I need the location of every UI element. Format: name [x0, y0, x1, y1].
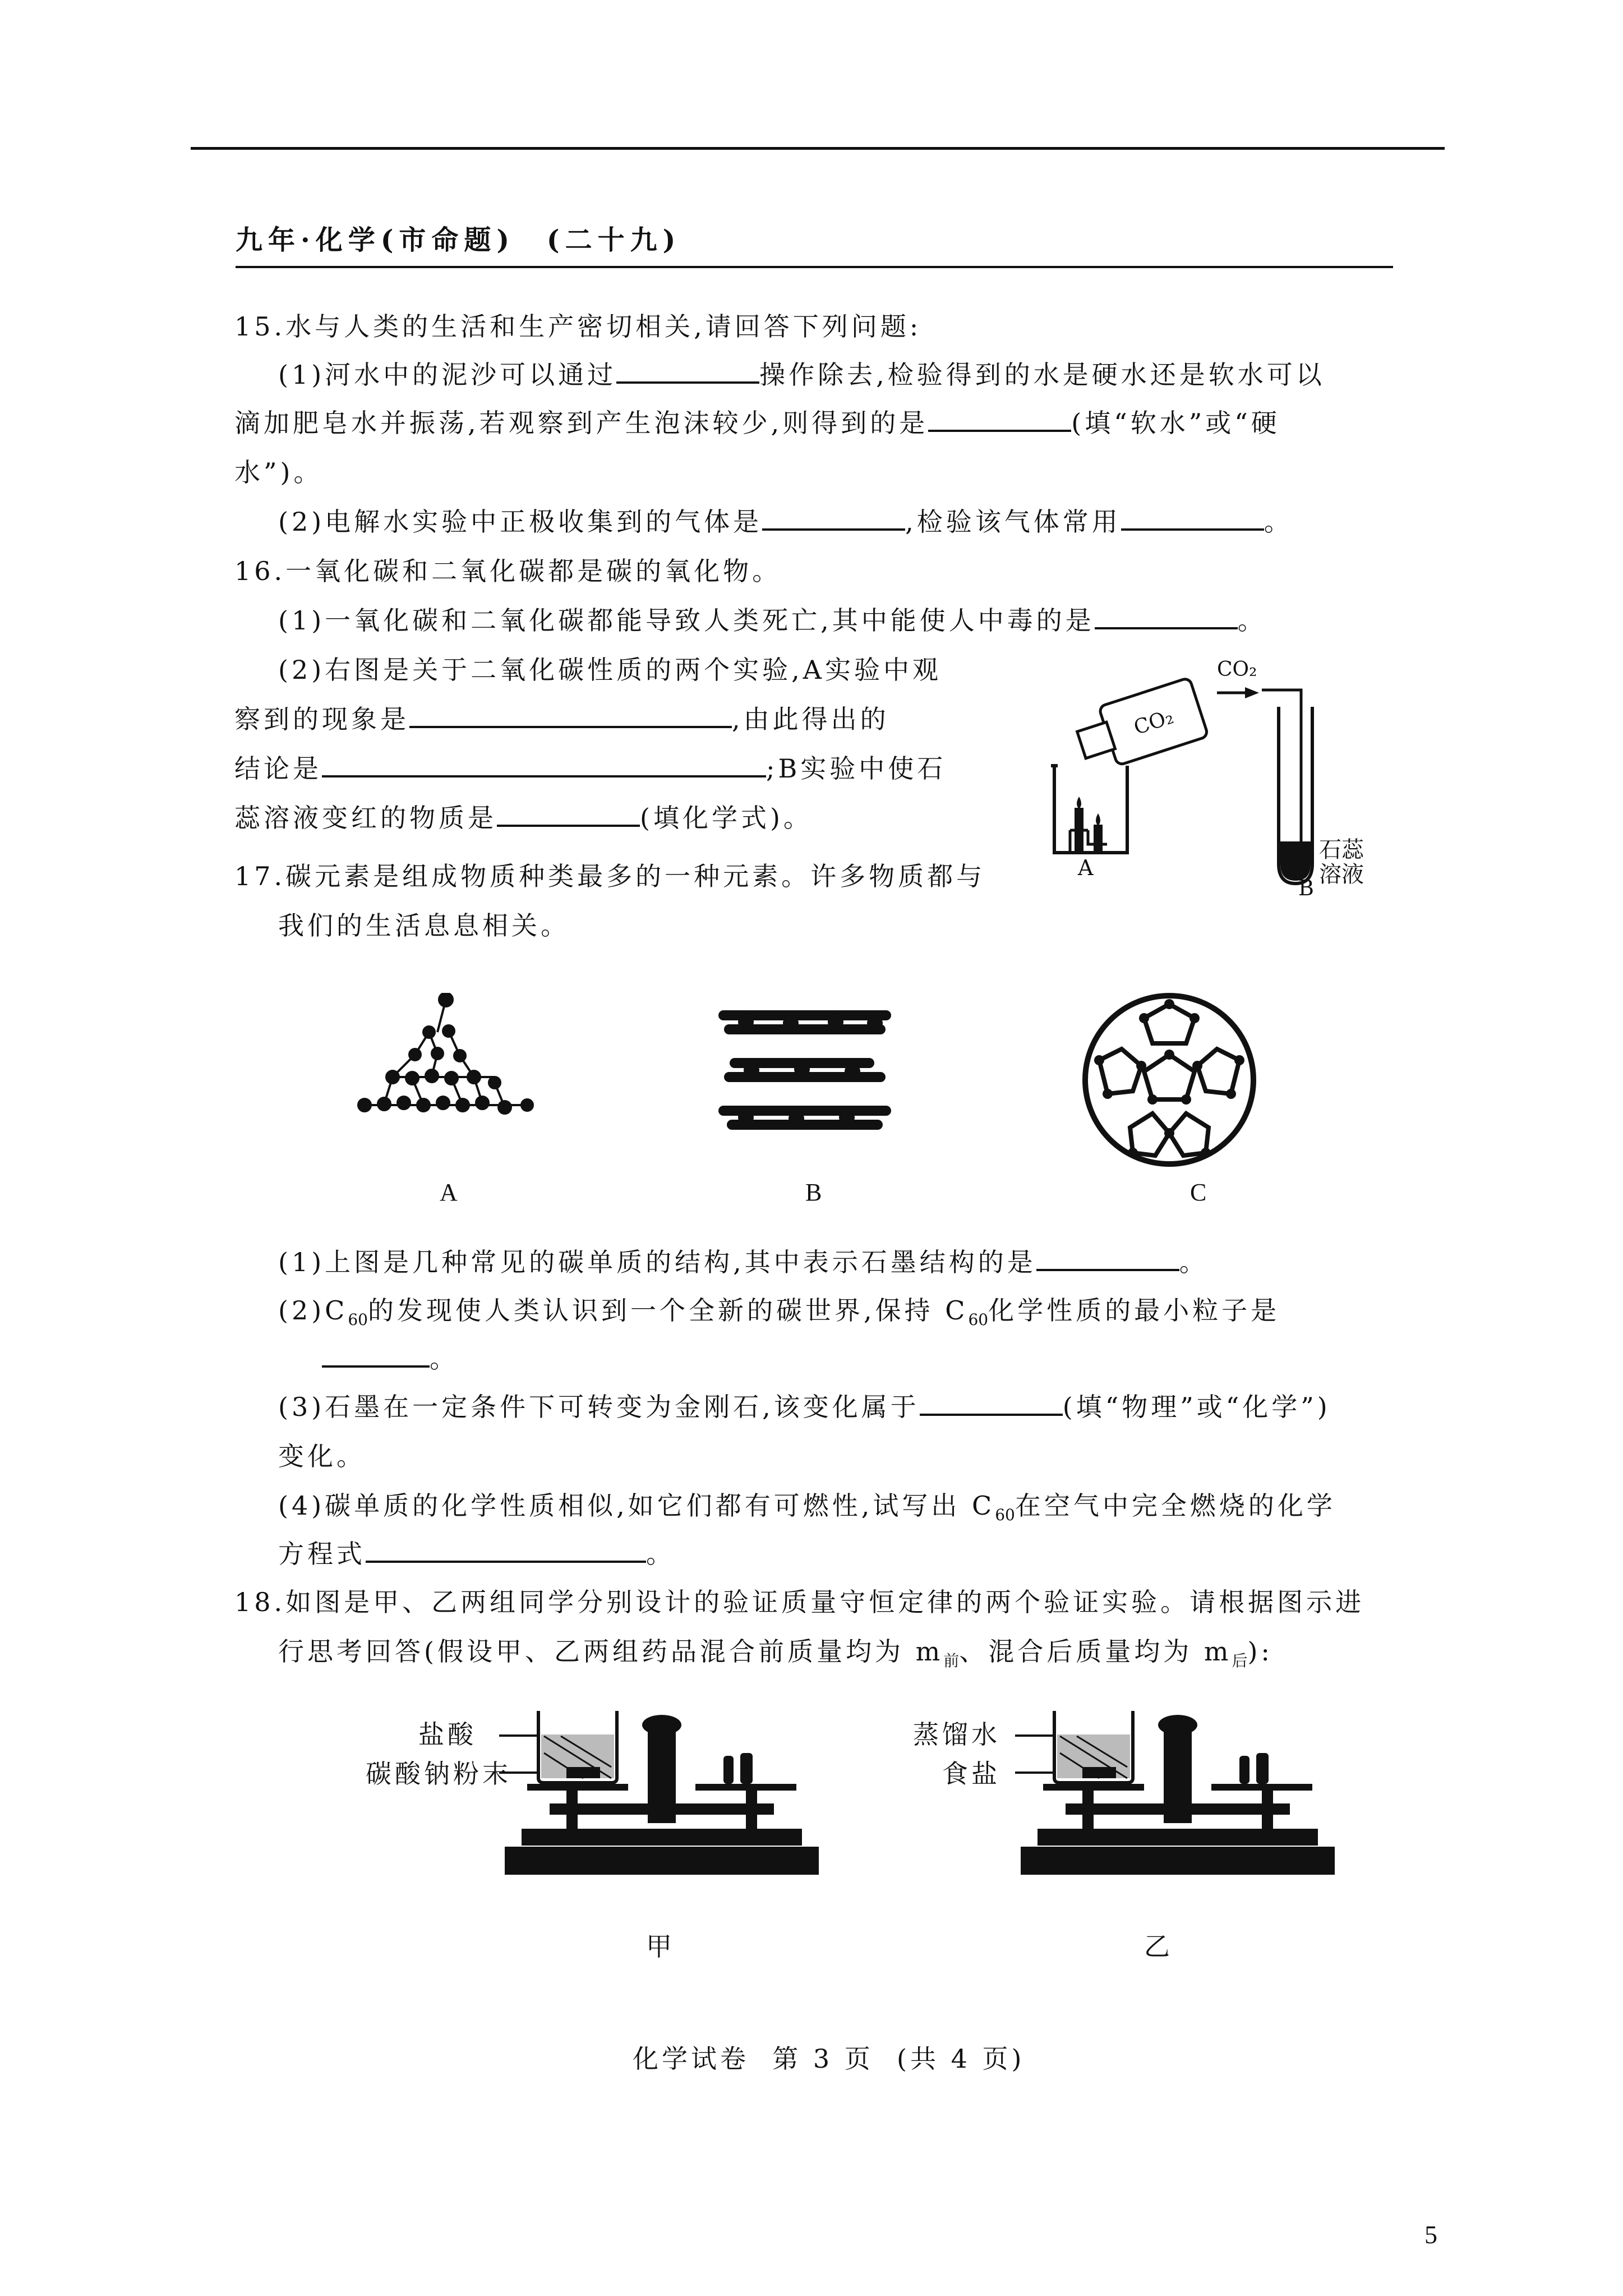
answer-blank[interactable] — [322, 753, 766, 777]
answer-blank[interactable] — [497, 802, 640, 827]
figure-label-b: B — [805, 1179, 822, 1206]
answer-blank[interactable] — [928, 407, 1071, 432]
q17-p4-line1: (4)碳单质的化学性质相似,如它们都有可燃性,试写出 $C_{60}$在空气中完全燃烧的化学 — [278, 1490, 1336, 1524]
answer-blank[interactable] — [366, 1538, 646, 1563]
q16-p1: (1)一氧化碳和二氧化碳都能导致人类死亡,其中能使人中毒的是 。 — [278, 605, 1267, 636]
top-rule — [191, 147, 1445, 150]
q16-stem: 16.一氧化碳和二氧化碳都是碳的氧化物。 — [234, 556, 782, 586]
q17-p3-line2: 变化。 — [278, 1441, 366, 1471]
q17-p3-line1: (3)石墨在一定条件下可转变为金刚石,该变化属于 (填“物理”或“化学”) — [278, 1392, 1331, 1422]
answer-blank[interactable] — [920, 1391, 1063, 1416]
figure-label-a: A — [440, 1179, 458, 1206]
figure-label-c: C — [1190, 1179, 1207, 1206]
figure-caption-jia: 甲 — [646, 1931, 675, 1962]
figure-label-a: A — [1078, 855, 1094, 880]
balance-yi — [1015, 1700, 1352, 1890]
q16-p2-line1: (2)右图是关于二氧化碳性质的两个实验,A实验中观 — [278, 655, 942, 685]
q15-p1-line3: 水”)。 — [234, 457, 323, 487]
header-number: (二十九) — [546, 224, 681, 256]
header-rule — [236, 266, 1393, 268]
q15-p1-line2: 滴加肥皂水并振荡,若观察到产生泡沫较少,则得到的是 (填“软水”或“硬 — [234, 408, 1280, 438]
q17-p4-line2: 方程式 。 — [278, 1539, 675, 1569]
litmus-label-2: 溶液 — [1319, 862, 1364, 887]
q17-p2-line2: 。 — [322, 1342, 459, 1375]
distilled-water-label: 蒸馏水 — [913, 1719, 1000, 1750]
svg-text:CO₂: CO₂ — [1131, 705, 1177, 740]
q16-p2-line2: 察到的现象是 ,由此得出的 — [234, 704, 889, 734]
co2-bottle — [1072, 678, 1208, 775]
answer-blank[interactable] — [762, 506, 905, 531]
hydrochloric-acid-label: 盐酸 — [418, 1719, 477, 1750]
co2-arrow — [1217, 687, 1259, 698]
q17-stem-line2: 我们的生活息息相关。 — [278, 910, 570, 941]
co2-inlet-label: CO₂ — [1217, 658, 1257, 681]
sodium-carbonate-label: 碳酸钠粉末 — [366, 1759, 511, 1789]
answer-blank[interactable] — [1121, 506, 1264, 531]
beaker — [1054, 1711, 1133, 1783]
page-number: 5 — [1424, 2220, 1441, 2249]
salt-label: 食盐 — [942, 1759, 1000, 1789]
q17-p1: (1)上图是几种常见的碳单质的结构,其中表示石墨结构的是 。 — [278, 1247, 1209, 1277]
answer-blank[interactable] — [1095, 605, 1238, 629]
q16-p2-line4: 蕊溶液变红的物质是 (填化学式)。 — [234, 803, 813, 833]
co2-experiment-figure — [1043, 645, 1402, 898]
test-tube-b — [1262, 690, 1312, 884]
q18-stem-line2: 行思考回答(假设甲、乙两组药品混合前质量均为 $m_前$、混合后质量均为 $m_后$): — [278, 1636, 1273, 1670]
answer-blank[interactable] — [616, 359, 759, 384]
balance-jia — [499, 1700, 836, 1890]
answer-blank[interactable] — [1036, 1246, 1179, 1271]
q17-stem-line1: 17.碳元素是组成物质种类最多的一种元素。许多物质都与 — [234, 861, 986, 891]
answer-blank[interactable] — [409, 703, 732, 728]
page-footer: 化学试卷 第 3 页 (共 4 页) — [633, 2044, 1025, 2074]
q15-p1-line1: (1)河水中的泥沙可以通过 操作除去,检验得到的水是硬水还是软水可以 — [278, 360, 1325, 390]
c60-structure — [1077, 987, 1262, 1172]
beaker-a — [1051, 766, 1127, 853]
figure-caption-yi: 乙 — [1144, 1931, 1173, 1962]
litmus-label-1: 石蕊 — [1319, 837, 1364, 863]
q15-stem: 15.水与人类的生活和生产密切相关,请回答下列问题: — [234, 311, 922, 342]
q16-p2-line3: 结论是 ;B实验中使石 — [234, 753, 947, 784]
q18-stem-line1: 18.如图是甲、乙两组同学分别设计的验证质量守恒定律的两个验证实验。请根据图示进 — [234, 1587, 1365, 1617]
graphite-structure — [712, 999, 903, 1133]
diamond-structure — [348, 993, 550, 1139]
q17-p2-line1: $(2)C_{60}$的发现使人类认识到一个全新的碳世界,保持 $C_{60}$化学性质的最小粒子是 — [278, 1295, 1280, 1329]
page-header — [236, 223, 681, 257]
answer-blank[interactable] — [322, 1343, 430, 1368]
beaker — [538, 1711, 617, 1783]
figure-label-b: B — [1298, 876, 1314, 898]
header-title: 九年·化学(市命题) — [236, 224, 515, 256]
q15-p2: (2)电解水实验中正极收集到的气体是 ,检验该气体常用 。 — [278, 507, 1293, 537]
